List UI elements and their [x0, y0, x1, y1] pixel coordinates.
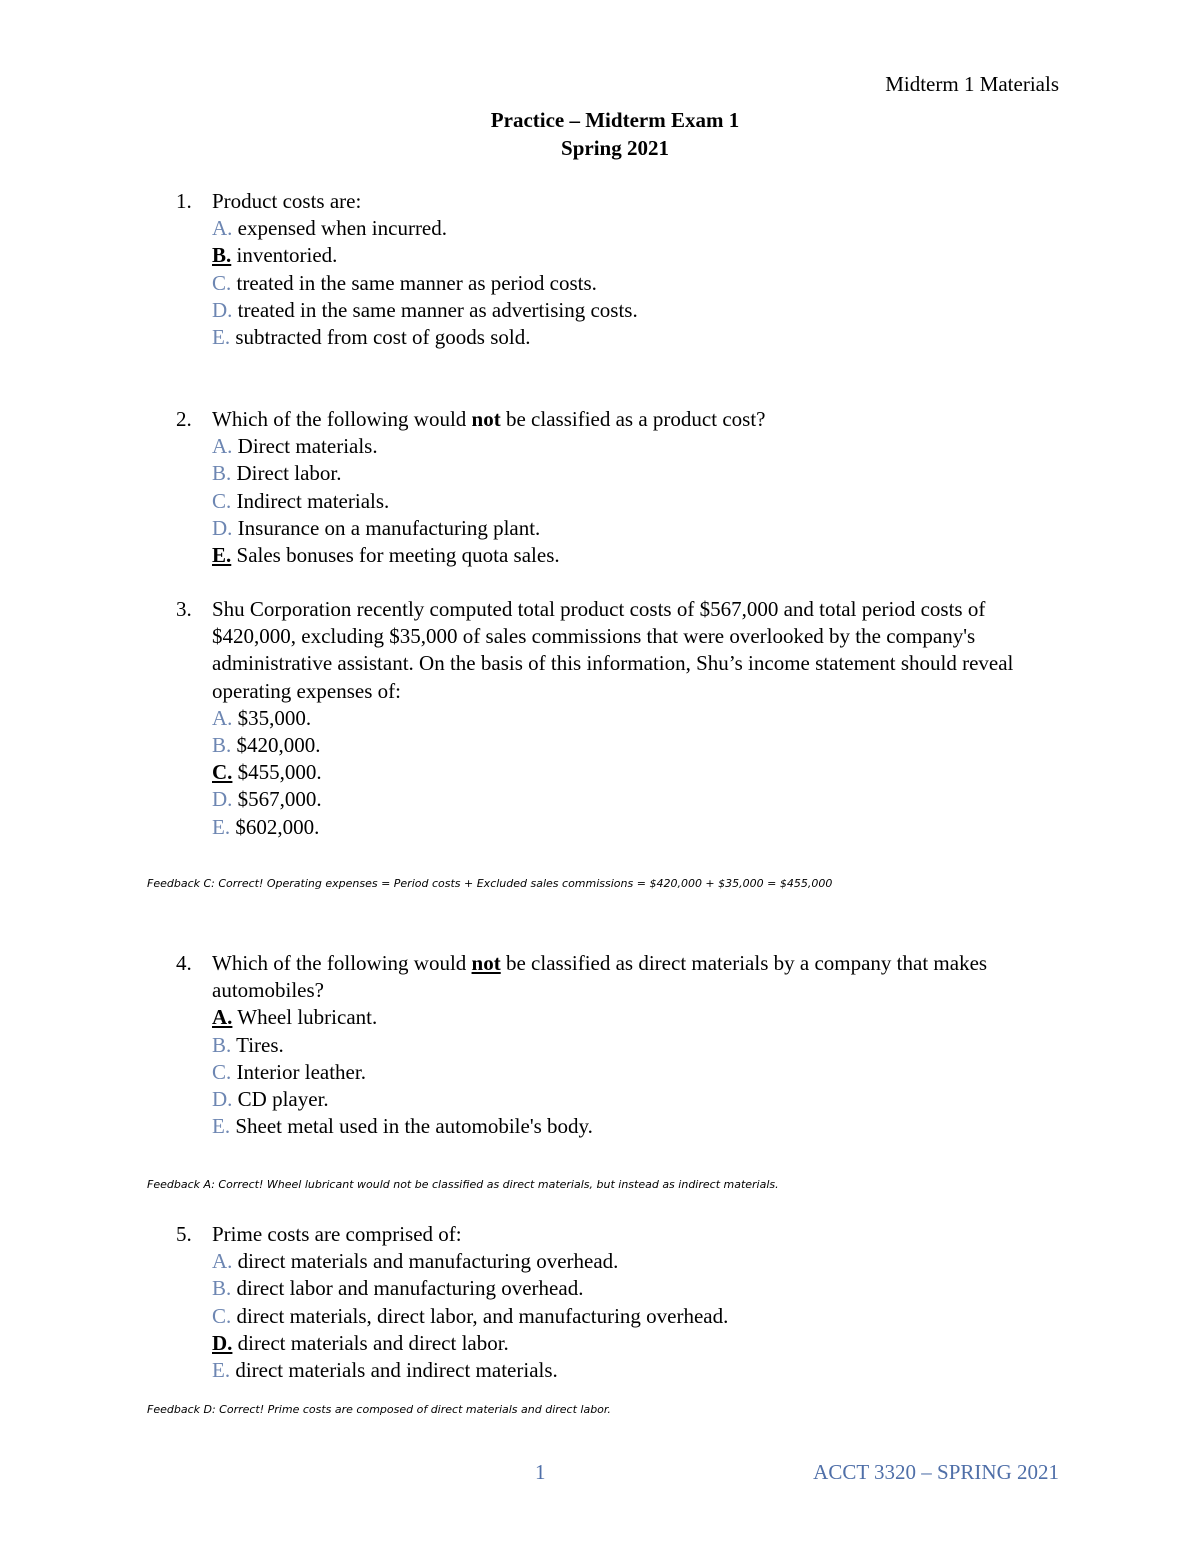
question-text	[212, 950, 1032, 1004]
option-c	[212, 1059, 1076, 1086]
emphasis-not: not	[471, 407, 501, 431]
option-letter: D.	[212, 787, 233, 812]
option-a	[212, 705, 1076, 732]
question-text-part: be classified as direct materials by a company that makes automobiles?	[212, 951, 988, 1003]
option-b	[212, 732, 1076, 759]
option-letter-correct: A.	[212, 1005, 233, 1030]
emphasis-not: not	[471, 951, 501, 975]
question-4	[176, 950, 1076, 1140]
option-letter: D.	[212, 515, 233, 540]
question-number: 2.	[176, 407, 192, 431]
option-text: Interior leather.	[231, 1059, 366, 1084]
question-5	[176, 1221, 1076, 1384]
option-text: $602,000.	[230, 814, 320, 839]
feedback-q5: Feedback D: Correct! Prime costs are composed of direct materials and direct labor.	[147, 1403, 611, 1416]
option-a	[212, 433, 1076, 460]
option-text: direct materials and direct labor.	[232, 1330, 509, 1355]
option-c	[212, 270, 1076, 297]
option-letter: B.	[212, 733, 232, 758]
option-b	[212, 242, 1076, 269]
option-e	[212, 542, 1076, 569]
course-footer: ACCT 3320 – SPRING 2021	[813, 1460, 1059, 1484]
option-letter: C.	[212, 1059, 232, 1084]
option-d	[212, 1086, 1076, 1113]
question-1	[176, 188, 1076, 351]
option-text: CD player.	[232, 1087, 329, 1112]
feedback-q4: Feedback A: Correct! Wheel lubricant would not be classified as direct materials, but instead as indirect materials.	[147, 1178, 779, 1191]
option-letter: B.	[212, 461, 232, 486]
option-e	[212, 814, 1076, 841]
option-text: direct materials and manufacturing overhead.	[232, 1249, 619, 1274]
option-e	[212, 324, 1076, 351]
option-text: Wheel lubricant.	[232, 1005, 378, 1030]
option-text: subtracted from cost of goods sold.	[230, 325, 531, 350]
question-text-part: be classified as a product cost?	[500, 407, 766, 431]
option-d	[212, 786, 1076, 813]
option-a	[212, 1248, 1076, 1275]
option-b	[212, 1032, 1076, 1059]
option-text: Indirect materials.	[231, 488, 390, 513]
option-letter: D.	[212, 297, 233, 322]
option-text: $35,000.	[232, 705, 312, 730]
question-number: 5.	[176, 1222, 192, 1246]
option-letter: C.	[212, 270, 232, 295]
option-letter: B.	[212, 1276, 232, 1301]
option-text: Sales bonuses for meeting quota sales.	[231, 543, 560, 568]
option-text: $567,000.	[232, 787, 322, 812]
option-letter-correct: E.	[212, 543, 232, 568]
option-text: Tires.	[231, 1032, 284, 1057]
option-b	[212, 1275, 1076, 1302]
question-text: Prime costs are comprised of:	[212, 1222, 462, 1246]
page-number: 1	[535, 1460, 546, 1484]
option-text: treated in the same manner as advertising costs.	[232, 297, 638, 322]
option-d	[212, 297, 1076, 324]
exam-term: Spring 2021	[561, 136, 669, 160]
option-a	[212, 215, 1076, 242]
option-text: $420,000.	[231, 733, 321, 758]
option-letter: A.	[212, 434, 233, 459]
option-text: expensed when incurred.	[232, 216, 448, 241]
option-text: Direct materials.	[232, 434, 378, 459]
option-letter: C.	[212, 1303, 232, 1328]
exam-title: Practice – Midterm Exam 1	[490, 108, 740, 132]
option-letter: A.	[212, 216, 233, 241]
option-letter: E.	[212, 814, 231, 839]
option-letter: B.	[212, 1032, 232, 1057]
option-text: Sheet metal used in the automobile's body.	[230, 1114, 593, 1139]
option-letter-correct: D.	[212, 1330, 233, 1355]
option-letter: E.	[212, 1358, 231, 1383]
option-d	[212, 515, 1076, 542]
option-letter: E.	[212, 1114, 231, 1139]
question-text-part: Which of the following would	[212, 951, 472, 975]
option-text: $455,000.	[232, 760, 322, 785]
question-text	[212, 406, 1076, 433]
question-number: 1.	[176, 189, 192, 213]
option-b	[212, 460, 1076, 487]
question-number: 4.	[176, 951, 192, 975]
question-text-part: Which of the following would	[212, 407, 472, 431]
option-letter: D.	[212, 1087, 233, 1112]
running-header: Midterm 1 Materials	[885, 72, 1059, 96]
option-d	[212, 1330, 1076, 1357]
option-e	[212, 1357, 1076, 1384]
question-number: 3.	[176, 597, 192, 621]
option-letter: C.	[212, 488, 232, 513]
option-letter-correct: B.	[212, 243, 232, 268]
option-text: treated in the same manner as period costs.	[231, 270, 597, 295]
question-3	[176, 596, 1076, 841]
option-e	[212, 1113, 1076, 1140]
option-text: Insurance on a manufacturing plant.	[232, 515, 541, 540]
option-a	[212, 1004, 1076, 1031]
option-c	[212, 1303, 1076, 1330]
option-text: Direct labor.	[231, 461, 342, 486]
option-letter: A.	[212, 1249, 233, 1274]
option-letter-correct: C.	[212, 760, 233, 785]
question-text: Shu Corporation recently computed total product costs of $567,000 and total period costs of $420,000, excluding $35,000 of sales commissions that were overlooked by the company's administrative assistant. On the basis of this information, Shu’s income statement should reveal operating expenses of:	[212, 597, 1014, 703]
question-text: Product costs are:	[212, 189, 362, 213]
option-letter: A.	[212, 705, 233, 730]
option-text: direct labor and manufacturing overhead.	[231, 1276, 584, 1301]
option-c	[212, 759, 1076, 786]
option-text: inventoried.	[231, 243, 338, 268]
question-2	[176, 406, 1076, 569]
option-text: direct materials, direct labor, and manufacturing overhead.	[231, 1303, 729, 1328]
option-c	[212, 488, 1076, 515]
option-text: direct materials and indirect materials.	[230, 1358, 558, 1383]
option-letter: E.	[212, 325, 231, 350]
feedback-q3: Feedback C: Correct! Operating expenses = Period costs + Excluded sales commissions = $420,000 + $35,000 = $455,000	[147, 877, 833, 890]
